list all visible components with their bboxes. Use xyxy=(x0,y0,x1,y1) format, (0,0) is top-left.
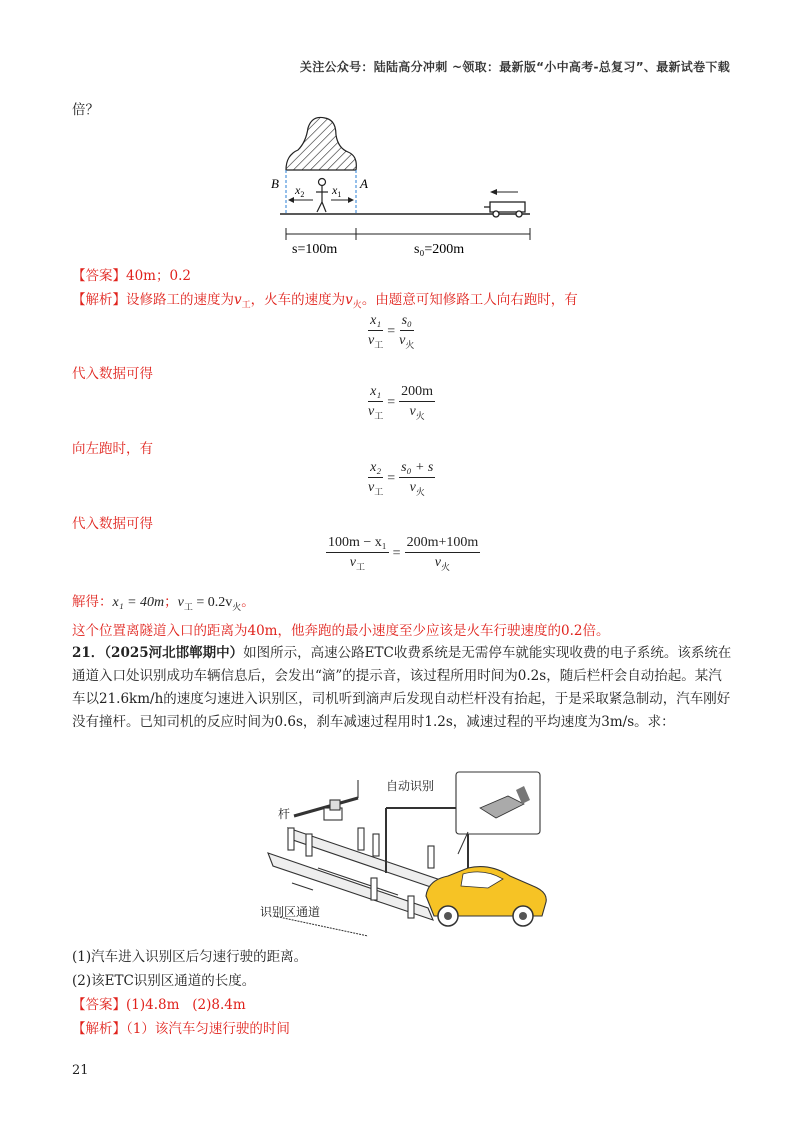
figure-tunnel-train xyxy=(268,110,543,258)
label-s: s=100m xyxy=(292,242,338,257)
svg-text:x1 xyxy=(331,183,341,199)
analysis-tag: 【解析】 xyxy=(72,292,126,308)
analysis-1-line4: 代入数据可得 xyxy=(72,516,153,532)
answer-1 xyxy=(72,264,191,284)
label-s0: s₀=200m xyxy=(414,242,465,257)
answer-21: 【答案】(1)4.8m (2)8.4m xyxy=(72,997,246,1013)
car-icon xyxy=(426,867,546,926)
label-x2-sub: 2 xyxy=(300,190,305,199)
solution-line: 解得：x₁ = 40m；$v_工 = 0.2v_火$。 xyxy=(72,594,255,612)
analysis-1-line3: 向左跑时，有 xyxy=(72,441,153,457)
label-A: A xyxy=(360,176,368,191)
continuation-text: 倍？ xyxy=(72,102,99,118)
question-source: （2025河北邯郸期中） xyxy=(104,645,244,661)
analysis-1-line1: 【解析】设修路工的速度为$v_工$，火车的速度为$v_火$。由题意可知修路工人向右跑时，有 xyxy=(72,292,578,311)
person-icon xyxy=(316,179,328,213)
page-header: 关注公众号：陆陆高分冲刺 ~领取：最新版“小中高考-总复习”、最新试卷下载 xyxy=(299,60,730,74)
mountain-shape xyxy=(286,117,356,170)
conclusion-line: 这个位置离隧道入口的距离为40m，他奔跑的最小速度至少应该是火车行驶速度的0.2倍。 xyxy=(72,623,610,639)
answer-text: 40m；0.2 xyxy=(126,268,191,284)
formula-1: $\frac{\text{x₁}}{v_工}$ = $\frac{\text{s₀}}{v_火}$ xyxy=(368,313,415,350)
label-x1: x xyxy=(332,183,338,197)
label-x2: x xyxy=(295,183,301,197)
question-21 xyxy=(72,642,732,734)
answer-tag: 【答案】 xyxy=(72,268,126,284)
formula-4: $\frac{\text{100m − x₁}}{v_工}$ = $\frac{200m+100m}{v_火}$ xyxy=(328,535,479,572)
analysis-1-line2: 代入数据可得 xyxy=(72,366,153,382)
label-auto-detect: 自动识别 xyxy=(386,779,435,793)
question-text: 如图所示，高速公路ETC收费系统是无需停车就能实现收费的电子系统。该系统在通道入口处识别成功车辆信息后，会发出“滴”的提示音，该过程所用时间为0.2s，随后栏杆会自动抬起。某汽车以21.6km/h的速度匀速进入识别区，司机听到滴声后发现自动栏杆没有抬起，于是采取紧急制动，汽车刚好没有撞杆。已知司机的反应时间为0.6s，刹车减速过程用时1.2s，减速过程的平均速度为3m/s。求： xyxy=(72,645,732,730)
figure-etc xyxy=(258,768,558,940)
label-gan: 杆 xyxy=(278,807,291,821)
formula-2: $\frac{\text{x₁}}{v_工}$ = $\frac{200m}{v_火}$ xyxy=(368,384,434,421)
sub-question-2: (2)该ETC识别区通道的长度。 xyxy=(72,973,256,989)
question-number: 21． xyxy=(72,645,105,661)
formula-3: $\frac{\text{x₂}}{v_工}$ = $\frac{\text{s₀ + s}}{v_火}$ xyxy=(368,460,434,497)
page-number: 21 xyxy=(72,1063,89,1078)
sub-question-1: (1)汽车进入识别区后匀速行驶的距离。 xyxy=(72,949,308,965)
svg-text:x2 xyxy=(294,183,304,199)
analysis-21: 【解析】（1）该汽车匀速行驶的时间 xyxy=(72,1021,290,1037)
label-B: B xyxy=(271,176,279,191)
label-x1-sub: 1 xyxy=(337,190,342,199)
label-zone: 识别区通道 xyxy=(260,905,321,919)
